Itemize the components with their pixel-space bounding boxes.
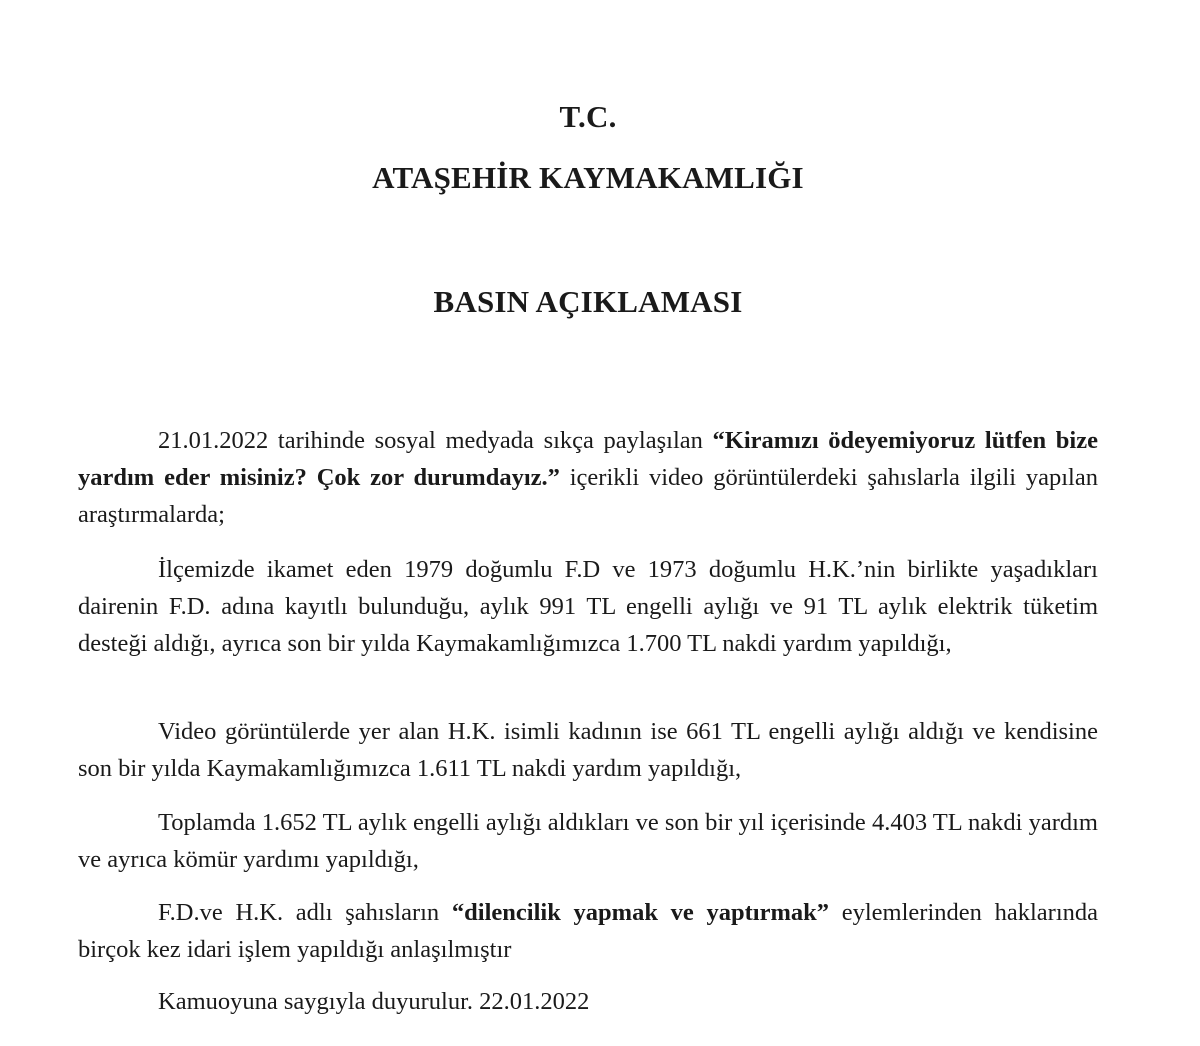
paragraph-fd-details: İlçemizde ikamet eden 1979 doğumlu F.D ve 1973 doğumlu H.K.’nin birlikte yaşadıkları dairenin F.D. adına kayıtlı bulunduğu, aylık 991 TL engelli aylığı ve 91 TL aylık elektrik tüketim desteği aldığı, ayrıca son bir yılda Kaymakamlığımızca 1.700 TL nakdi yardım yapıldığı, [78,555,1098,657]
paragraph-intro [78,422,1098,533]
paragraph-intro-quote: “Kiramızı ödeyemiyoruz lütfen bize yardım eder misiniz? Çok zor durumdayız.” [78,426,1098,491]
header-tc: T.C. [559,99,617,134]
document-title: BASIN AÇIKLAMASI [433,284,743,319]
paragraph-begging-text-1: F.D.ve H.K. adlı şahısların [158,898,452,926]
paragraph-begging-text-2: eylemlerinden haklarında birçok kez idari işlem yapıldığı anlaşılmıştır [78,898,1099,963]
paragraph-hk-details: Video görüntülerde yer alan H.K. isimli kadının ise 661 TL engelli aylığı aldığı ve kendisine son bir yılda Kaymakamlığımızca 1.611 TL nakdi yardım yapıldığı, [78,717,1098,782]
paragraph-intro-text-1: 21.01.2022 tarihinde sosyal medyada sıkça paylaşılan [158,426,713,454]
header-organization: ATAŞEHİR KAYMAKAMLIĞI [372,160,804,195]
paragraph-total: Toplamda 1.652 TL aylık engelli aylığı aldıkları ve son bir yıl içerisinde 4.403 TL nakdi yardım ve ayrıca kömür yardımı yapıldığı, [78,808,1098,873]
paragraph-begging-quote: “dilencilik yapmak ve yaptırmak” [451,898,830,926]
paragraph-closing: Kamuoyuna saygıyla duyurulur. 22.01.2022 [158,987,590,1015]
paragraph-begging [78,894,1098,968]
paragraph-intro-text-2: içerikli video görüntülerdeki şahıslarla ilgili yapılan araştırmalarda; [78,463,1098,528]
